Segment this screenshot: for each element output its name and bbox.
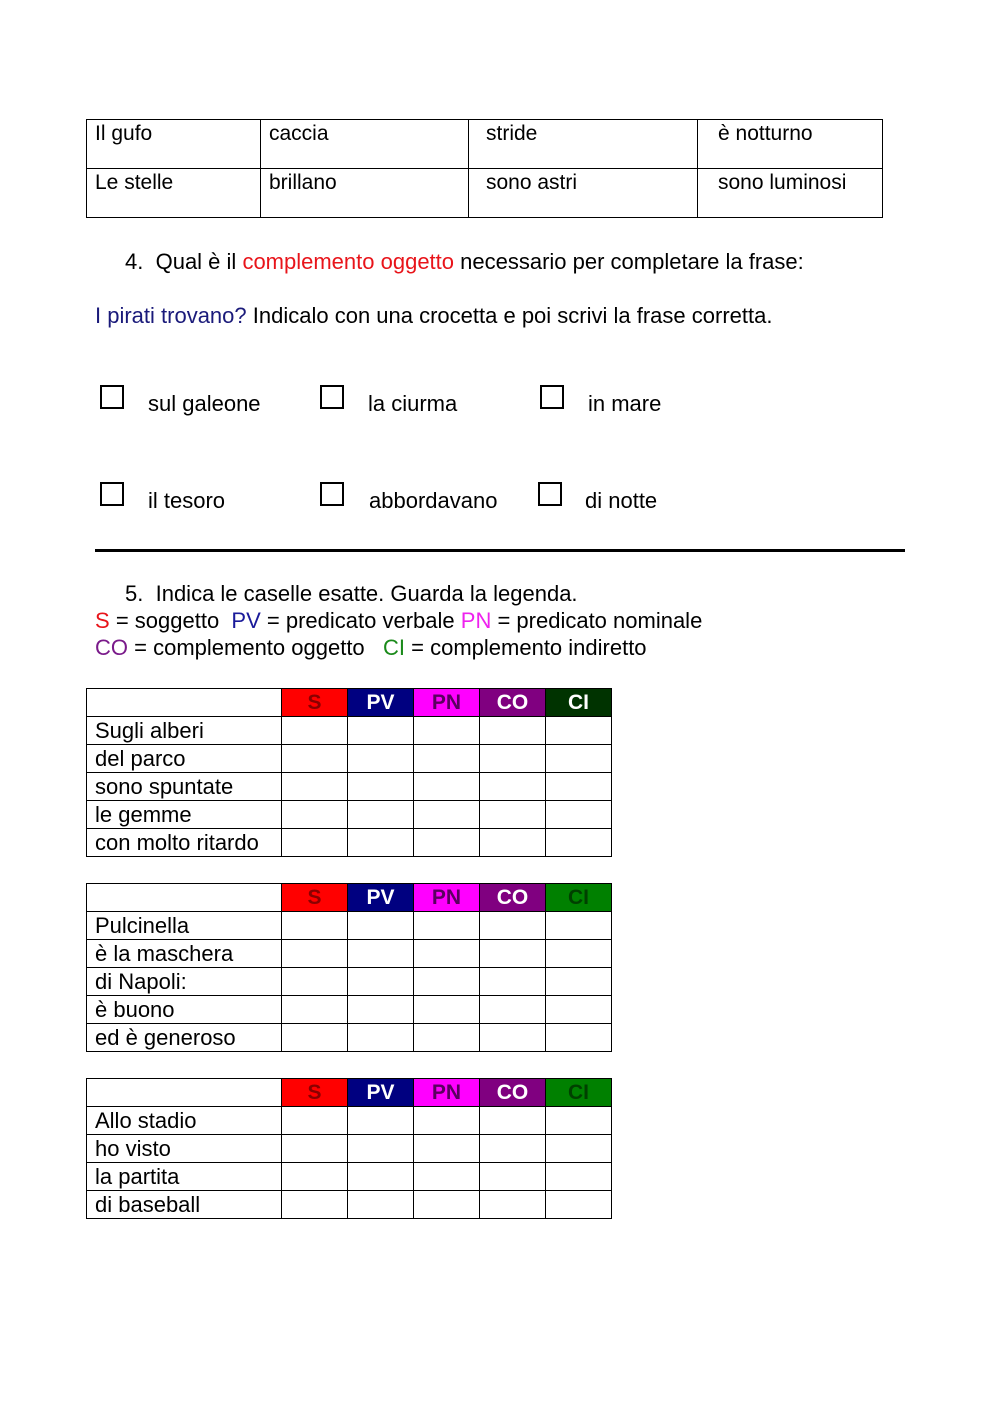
- answer-cell[interactable]: [348, 1024, 414, 1052]
- table-cell: stride: [469, 120, 698, 169]
- answer-cell[interactable]: [414, 1135, 480, 1163]
- grid-header-row: [87, 884, 612, 912]
- table-row: [87, 717, 612, 745]
- phrase-label: di baseball: [87, 1191, 282, 1219]
- answer-cell[interactable]: [546, 940, 612, 968]
- header-ci: CI: [546, 884, 612, 912]
- header-s: S: [282, 884, 348, 912]
- answer-cell[interactable]: [546, 1135, 612, 1163]
- sentence-prompt: I pirati trovano?: [95, 303, 247, 328]
- table-row: [87, 1107, 612, 1135]
- answer-cell[interactable]: [414, 968, 480, 996]
- table-row: [87, 1191, 612, 1219]
- table-row: [87, 1024, 612, 1052]
- option-label: il tesoro: [148, 488, 226, 513]
- answer-cell[interactable]: [546, 912, 612, 940]
- answer-cell[interactable]: [546, 745, 612, 773]
- answer-cell[interactable]: [348, 968, 414, 996]
- answer-cell[interactable]: [348, 1107, 414, 1135]
- legend-text: = complemento oggetto: [134, 635, 365, 660]
- answer-cell[interactable]: [414, 1163, 480, 1191]
- phrase-label: la partita: [87, 1163, 282, 1191]
- answer-cell[interactable]: [282, 912, 348, 940]
- answer-cell[interactable]: [348, 996, 414, 1024]
- header-s: S: [282, 689, 348, 717]
- table-cell: brillano: [261, 169, 469, 218]
- header-pn: PN: [414, 1079, 480, 1107]
- table-row: [87, 968, 612, 996]
- table-row: [87, 829, 612, 857]
- header-pv: PV: [348, 1079, 414, 1107]
- answer-cell[interactable]: [414, 745, 480, 773]
- answer-cell[interactable]: [414, 940, 480, 968]
- answer-cell[interactable]: [282, 940, 348, 968]
- header-pv: PV: [348, 689, 414, 717]
- answer-cell[interactable]: [480, 912, 546, 940]
- answer-cell[interactable]: [414, 912, 480, 940]
- analysis-grid-3: [86, 1078, 612, 1219]
- question-text: Indica le caselle esatte. Guarda la legenda.: [155, 581, 578, 606]
- answer-cell[interactable]: [546, 1024, 612, 1052]
- legend-abbr-ci: CI: [383, 635, 406, 660]
- answer-cell[interactable]: [480, 829, 546, 857]
- answer-cell[interactable]: [282, 996, 348, 1024]
- answer-cell[interactable]: [480, 968, 546, 996]
- answer-cell[interactable]: [546, 1191, 612, 1219]
- table-row: [87, 801, 612, 829]
- phrase-label: Pulcinella: [87, 912, 282, 940]
- header-ci: CI: [546, 1079, 612, 1107]
- checkbox-abbordavano[interactable]: [320, 482, 344, 506]
- question-4-line2: [95, 303, 772, 329]
- question-text: Indicalo con una crocetta e poi scrivi la frase corretta.: [252, 303, 773, 328]
- answer-cell[interactable]: [414, 773, 480, 801]
- grid-corner: [87, 689, 282, 717]
- answer-cell[interactable]: [348, 829, 414, 857]
- legend-line-2: [95, 635, 647, 661]
- table-cell: caccia: [261, 120, 469, 169]
- table-cell: è notturno: [698, 120, 883, 169]
- table-row: [87, 996, 612, 1024]
- phrase-label: Allo stadio: [87, 1107, 282, 1135]
- answer-cell[interactable]: [348, 1135, 414, 1163]
- grid-corner: [87, 884, 282, 912]
- answer-cell[interactable]: [414, 801, 480, 829]
- answer-cell[interactable]: [282, 1163, 348, 1191]
- option-label: di notte: [585, 488, 658, 513]
- answer-cell[interactable]: [546, 1163, 612, 1191]
- answer-cell[interactable]: [546, 1107, 612, 1135]
- analysis-grid-1: [86, 688, 612, 857]
- option-label: abbordavano: [369, 488, 498, 513]
- answer-cell[interactable]: [546, 968, 612, 996]
- table-row: [87, 1163, 612, 1191]
- answer-cell[interactable]: [480, 1107, 546, 1135]
- question-number: 4.: [125, 249, 144, 274]
- answer-cell[interactable]: [282, 1135, 348, 1163]
- legend-text: = soggetto: [115, 608, 220, 633]
- header-co: CO: [480, 1079, 546, 1107]
- answer-cell[interactable]: [414, 717, 480, 745]
- question-text: Qual è il: [155, 249, 237, 274]
- answer-cell[interactable]: [348, 745, 414, 773]
- question-5: [125, 581, 578, 607]
- answer-cell[interactable]: [282, 745, 348, 773]
- checkbox-il-tesoro[interactable]: [100, 482, 124, 506]
- legend-text: = complemento indiretto: [411, 635, 647, 660]
- table-row: [87, 1135, 612, 1163]
- question-text: necessario per completare la frase:: [460, 249, 804, 274]
- table-row: [87, 120, 883, 169]
- phrase-label: è la maschera: [87, 940, 282, 968]
- table-row: [87, 912, 612, 940]
- header-co: CO: [480, 689, 546, 717]
- grid-header-row: [87, 1079, 612, 1107]
- answer-cell[interactable]: [414, 1107, 480, 1135]
- phrase-label: con molto ritardo: [87, 829, 282, 857]
- header-s: S: [282, 1079, 348, 1107]
- answer-cell[interactable]: [348, 940, 414, 968]
- answer-cell[interactable]: [282, 829, 348, 857]
- answer-cell[interactable]: [282, 1107, 348, 1135]
- answer-cell[interactable]: [282, 717, 348, 745]
- answer-cell[interactable]: [414, 996, 480, 1024]
- table-row: [87, 745, 612, 773]
- answer-cell[interactable]: [348, 773, 414, 801]
- answer-cell[interactable]: [414, 829, 480, 857]
- table-cell: sono luminosi: [698, 169, 883, 218]
- answer-cell[interactable]: [546, 717, 612, 745]
- answer-cell[interactable]: [480, 1163, 546, 1191]
- answer-cell[interactable]: [546, 801, 612, 829]
- legend-abbr-pv: PV: [231, 608, 261, 633]
- legend-text: = predicato verbale: [266, 608, 455, 633]
- answer-cell[interactable]: [480, 1191, 546, 1219]
- header-pv: PV: [348, 884, 414, 912]
- answer-cell[interactable]: [348, 717, 414, 745]
- answer-cell[interactable]: [348, 801, 414, 829]
- answer-line[interactable]: [95, 549, 905, 552]
- checkbox-di-notte[interactable]: [538, 482, 562, 506]
- option-label: sul galeone: [148, 391, 261, 416]
- answer-cell[interactable]: [282, 773, 348, 801]
- answer-cell[interactable]: [348, 1163, 414, 1191]
- answer-cell[interactable]: [348, 912, 414, 940]
- table-row: [87, 940, 612, 968]
- checkbox-sul-galeone[interactable]: [100, 385, 124, 409]
- answer-cell[interactable]: [348, 1191, 414, 1219]
- answer-cell[interactable]: [282, 1024, 348, 1052]
- table-cell: Il gufo: [87, 120, 261, 169]
- checkbox-la-ciurma[interactable]: [320, 385, 344, 409]
- grid-corner: [87, 1079, 282, 1107]
- answer-cell[interactable]: [414, 1024, 480, 1052]
- answer-cell[interactable]: [480, 745, 546, 773]
- answer-cell[interactable]: [546, 829, 612, 857]
- question-number: 5.: [125, 581, 144, 606]
- header-ci: CI: [546, 689, 612, 717]
- phrase-label: ho visto: [87, 1135, 282, 1163]
- table-row: [87, 773, 612, 801]
- header-pn: PN: [414, 884, 480, 912]
- grid-header-row: [87, 689, 612, 717]
- option-label: in mare: [588, 391, 662, 416]
- phrase-label: Sugli alberi: [87, 717, 282, 745]
- analysis-grid-2: [86, 883, 612, 1052]
- legend-abbr-co: CO: [95, 635, 128, 660]
- answer-cell[interactable]: [480, 717, 546, 745]
- answer-cell[interactable]: [480, 773, 546, 801]
- table-row: [87, 169, 883, 218]
- table-cell: sono astri: [469, 169, 698, 218]
- legend-text: = predicato nominale: [497, 608, 703, 633]
- answer-cell[interactable]: [282, 1191, 348, 1219]
- header-pn: PN: [414, 689, 480, 717]
- answer-cell[interactable]: [546, 773, 612, 801]
- phrase-label: le gemme: [87, 801, 282, 829]
- phrase-label: ed è generoso: [87, 1024, 282, 1052]
- highlight-term: complemento oggetto: [242, 249, 455, 274]
- answer-cell[interactable]: [480, 801, 546, 829]
- answer-cell[interactable]: [282, 801, 348, 829]
- question-4: [125, 249, 804, 275]
- legend-abbr-pn: PN: [460, 608, 492, 633]
- answer-cell[interactable]: [480, 996, 546, 1024]
- answer-cell[interactable]: [480, 940, 546, 968]
- word-table: [86, 119, 883, 218]
- option-label: la ciurma: [368, 391, 458, 416]
- legend-line-1: [95, 608, 702, 634]
- answer-cell[interactable]: [414, 1191, 480, 1219]
- answer-cell[interactable]: [480, 1024, 546, 1052]
- header-co: CO: [480, 884, 546, 912]
- answer-cell[interactable]: [480, 1135, 546, 1163]
- checkbox-in-mare[interactable]: [540, 385, 564, 409]
- phrase-label: di Napoli:: [87, 968, 282, 996]
- phrase-label: è buono: [87, 996, 282, 1024]
- phrase-label: del parco: [87, 745, 282, 773]
- phrase-label: sono spuntate: [87, 773, 282, 801]
- table-cell: Le stelle: [87, 169, 261, 218]
- legend-abbr-s: S: [95, 608, 110, 633]
- answer-cell[interactable]: [546, 996, 612, 1024]
- answer-cell[interactable]: [282, 968, 348, 996]
